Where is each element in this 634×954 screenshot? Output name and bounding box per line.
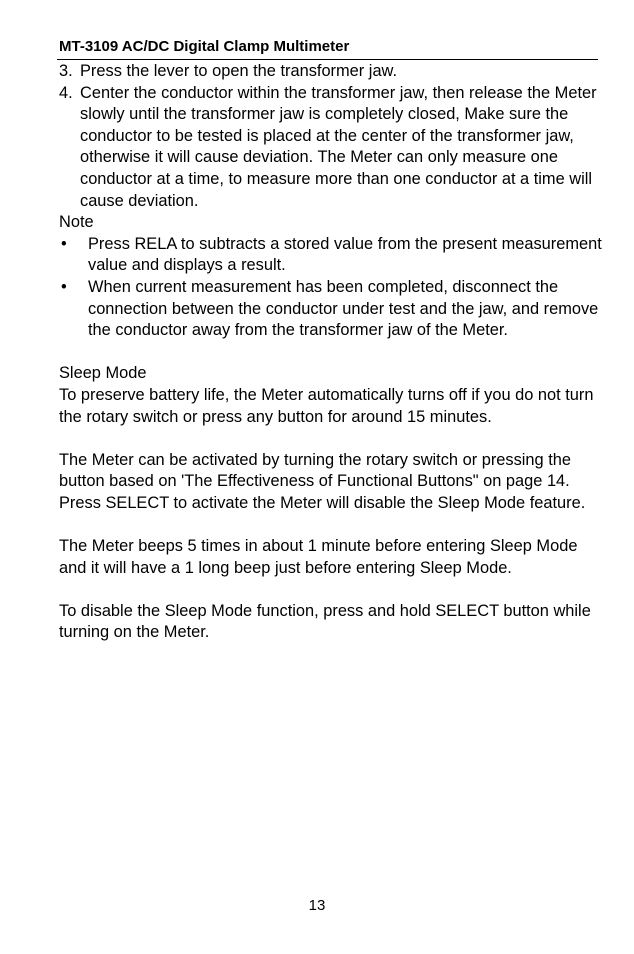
sleep-mode-paragraph: To preserve battery life, the Meter automatically turns off if you do not turn the rotary switch or press any button for around 15 minutes. xyxy=(59,385,594,426)
note-bullet-text: When current measurement has been completed, disconnect the connection between the conductor under test and the jaw, and remove the conductor away from the transformer jaw of the Meter. xyxy=(88,277,599,340)
step-text: Center the conductor within the transformer jaw, then release the Meter slowly until the transformer jaw is completely closed, Make sure the conductor to be tested is placed at the center of the transformer jaw, otherwise it will cause deviation. The Meter can only measure one conductor at a time, to measure more than one conductor at a time will cause deviation. xyxy=(80,83,597,210)
step-item xyxy=(59,61,604,83)
step-text: Press the lever to open the transformer jaw. xyxy=(80,62,398,80)
page-body xyxy=(59,61,604,644)
spacer xyxy=(59,579,604,601)
sleep-mode-paragraph: To disable the Sleep Mode function, press and hold SELECT button while turning on the Meter. xyxy=(59,601,591,642)
step-item xyxy=(59,83,604,213)
page-number: 13 xyxy=(308,897,326,914)
spacer xyxy=(59,342,604,364)
note-bullet-item xyxy=(59,277,604,342)
step-number: 3. xyxy=(59,62,73,80)
page-header-title: MT-3109 AC/DC Digital Clamp Multimeter xyxy=(59,38,350,55)
spacer xyxy=(59,514,604,536)
note-bullet-text: Press RELA to subtracts a stored value from the present measurement value and displays a result. xyxy=(88,234,602,275)
bullet-dot-icon: • xyxy=(61,277,67,296)
note-heading: Note xyxy=(59,213,94,232)
bullet-dot-icon: • xyxy=(61,234,67,253)
header-divider xyxy=(57,59,598,60)
step-number: 4. xyxy=(59,83,73,102)
spacer xyxy=(59,428,604,450)
sleep-mode-heading: Sleep Mode xyxy=(59,364,147,383)
note-bullet-item xyxy=(59,234,604,277)
sleep-mode-paragraph: The Meter can be activated by turning the rotary switch or pressing the button based on 'The Effectiveness of Functional Buttons" on page 14. Press SELECT to activate the Meter will disable the Sleep Mode feature. xyxy=(59,450,588,512)
sleep-mode-paragraph: The Meter beeps 5 times in about 1 minute before entering Sleep Mode and it will have a 1 long beep just before entering Sleep Mode. xyxy=(59,537,578,577)
